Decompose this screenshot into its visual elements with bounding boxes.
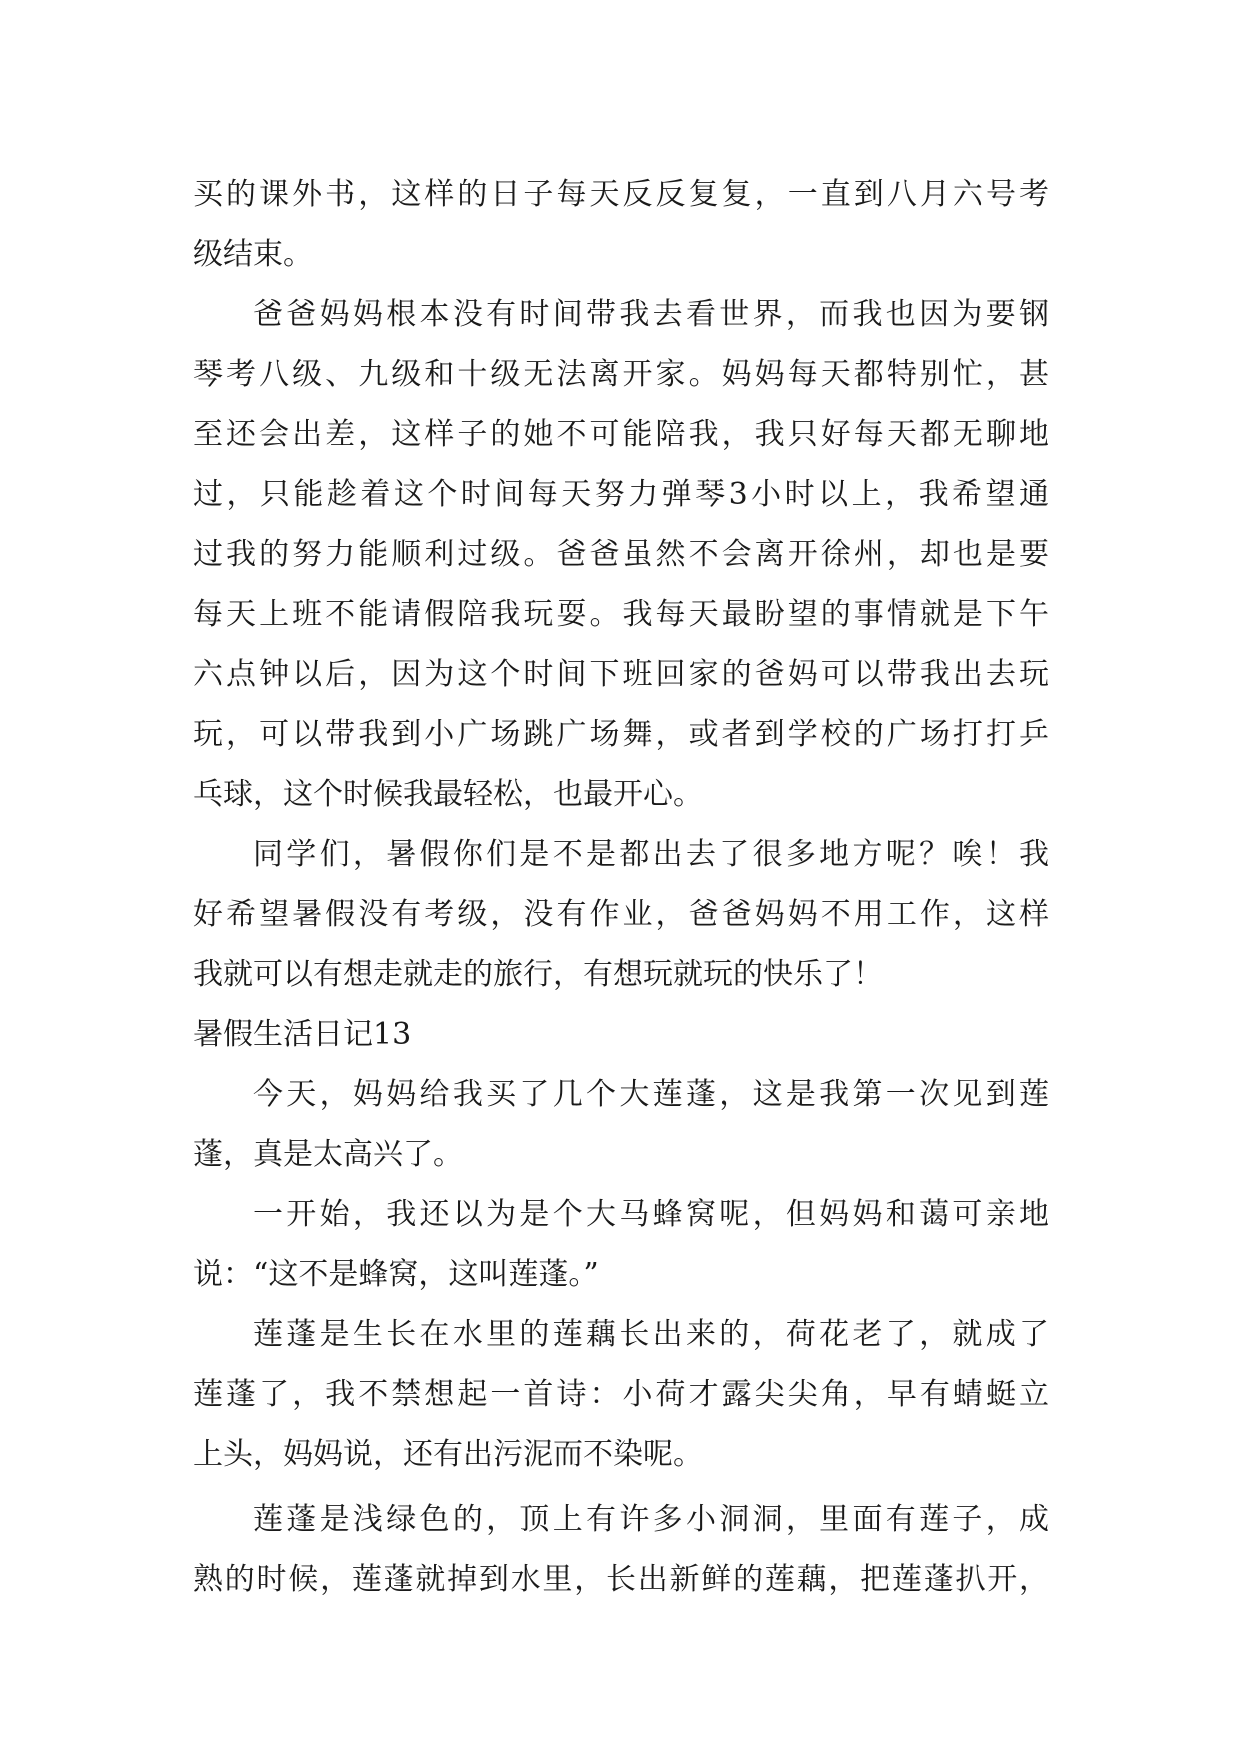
text-line: 莲蓬是浅绿色的，顶上有许多小洞洞，里面有莲子，成 — [253, 1502, 1049, 1537]
text-line: 过我的努力能顺利过级。爸爸虽然不会离开徐州，却也是要 — [193, 537, 1049, 572]
text-line: 今天，妈妈给我买了几个大莲蓬，这是我第一次见到莲 — [253, 1077, 1049, 1112]
text-line: 熟的时候，莲蓬就掉到水里，长出新鲜的莲藕，把莲蓬扒开， — [193, 1562, 1049, 1597]
text-line: 上头，妈妈说，还有出污泥而不染呢。 — [193, 1437, 703, 1472]
text-line: 每天上班不能请假陪我玩耍。我每天最盼望的事情就是下午 — [193, 597, 1049, 632]
text-line: 玩，可以带我到小广场跳广场舞，或者到学校的广场打打乒 — [193, 717, 1049, 752]
text-line: 莲蓬是生长在水里的莲藕长出来的，荷花老了，就成了 — [253, 1317, 1049, 1352]
text-line: 蓬，真是太高兴了。 — [193, 1137, 463, 1172]
text-line: 爸爸妈妈根本没有时间带我去看世界，而我也因为要钢 — [253, 297, 1049, 332]
text-line: 莲蓬了，我不禁想起一首诗：小荷才露尖尖角，早有蜻蜓立 — [193, 1377, 1049, 1412]
text-line: 乓球，这个时候我最轻松，也最开心。 — [193, 777, 703, 812]
text-line: 至还会出差，这样子的她不可能陪我，我只好每天都无聊地 — [193, 417, 1049, 452]
text-line: 琴考八级、九级和十级无法离开家。妈妈每天都特别忙，甚 — [193, 357, 1049, 392]
text-line: 买的课外书，这样的日子每天反反复复，一直到八月六号考 — [193, 177, 1049, 212]
text-line: 说：“这不是蜂窝，这叫莲蓬。” — [193, 1257, 599, 1292]
text-line: 我就可以有想走就走的旅行，有想玩就玩的快乐了！ — [193, 957, 883, 992]
text-line: 好希望暑假没有考级，没有作业，爸爸妈妈不用工作，这样 — [193, 897, 1049, 932]
text-line: 同学们，暑假你们是不是都出去了很多地方呢？唉！我 — [253, 837, 1049, 872]
text-line: 六点钟以后，因为这个时间下班回家的爸妈可以带我出去玩 — [193, 657, 1049, 692]
text-line: 级结束。 — [193, 237, 313, 272]
text-line: 过，只能趁着这个时间每天努力弹琴3小时以上，我希望通 — [193, 477, 1049, 512]
text-line: 一开始，我还以为是个大马蜂窝呢，但妈妈和蔼可亲地 — [253, 1197, 1049, 1232]
section-heading: 暑假生活日记13 — [193, 1017, 412, 1052]
